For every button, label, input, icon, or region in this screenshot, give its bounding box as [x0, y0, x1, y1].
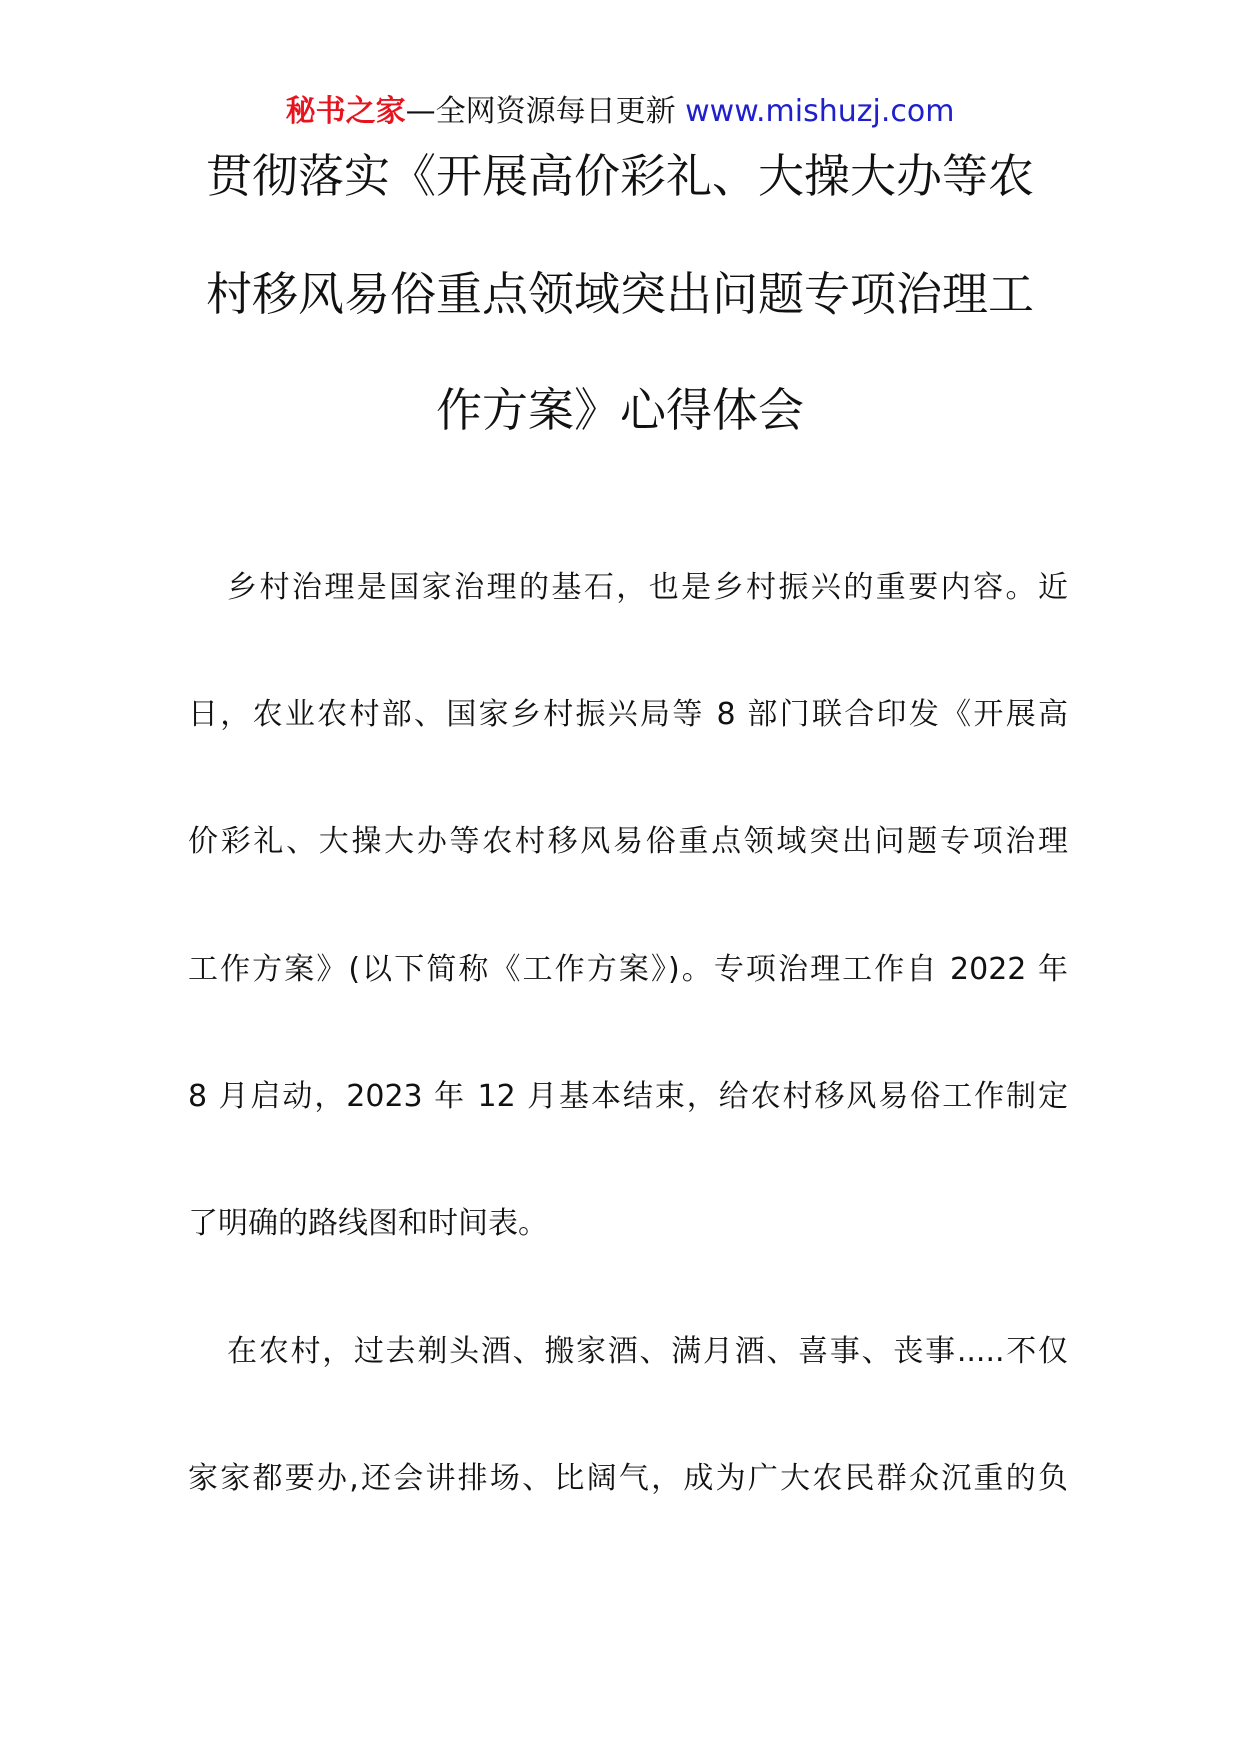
- title-line: 作方案》心得体会: [436, 383, 804, 437]
- paragraph-line: 在农村，过去剃头酒、搬家酒、满月酒、喜事、丧事.....不仅: [227, 1334, 1068, 1369]
- paragraph-line: 家家都要办,还会讲排场、比阔气，成为广大农民群众沉重的负: [188, 1461, 1068, 1496]
- paragraph-line: 8 月启动，2023 年 12 月基本结束，给农村移风易俗工作制定: [188, 1079, 1068, 1114]
- title-line: 村移风易俗重点领域突出问题专项治理工: [206, 267, 1034, 321]
- site-url-link[interactable]: www.mishuzj.com: [685, 94, 955, 129]
- paragraph-line: 了明确的路线图和时间表。: [188, 1206, 548, 1241]
- paragraph-line: 乡村治理是国家治理的基石，也是乡村振兴的重要内容。近: [227, 570, 1068, 605]
- site-brand: 秘书之家: [285, 94, 406, 129]
- paragraph-line: 工作方案》(以下简称《工作方案》)。专项治理工作自 2022 年: [188, 952, 1068, 987]
- title-line: 贯彻落实《开展高价彩礼、大操大办等农: [206, 149, 1034, 203]
- site-slogan: —全网资源每日更新: [405, 94, 676, 129]
- paragraph-line: 价彩礼、大操大办等农村移风易俗重点领域突出问题专项治理: [188, 824, 1068, 859]
- site-header: [0, 92, 1240, 132]
- paragraph-line: 日，农业农村部、国家乡村振兴局等 8 部门联合印发《开展高: [188, 697, 1068, 732]
